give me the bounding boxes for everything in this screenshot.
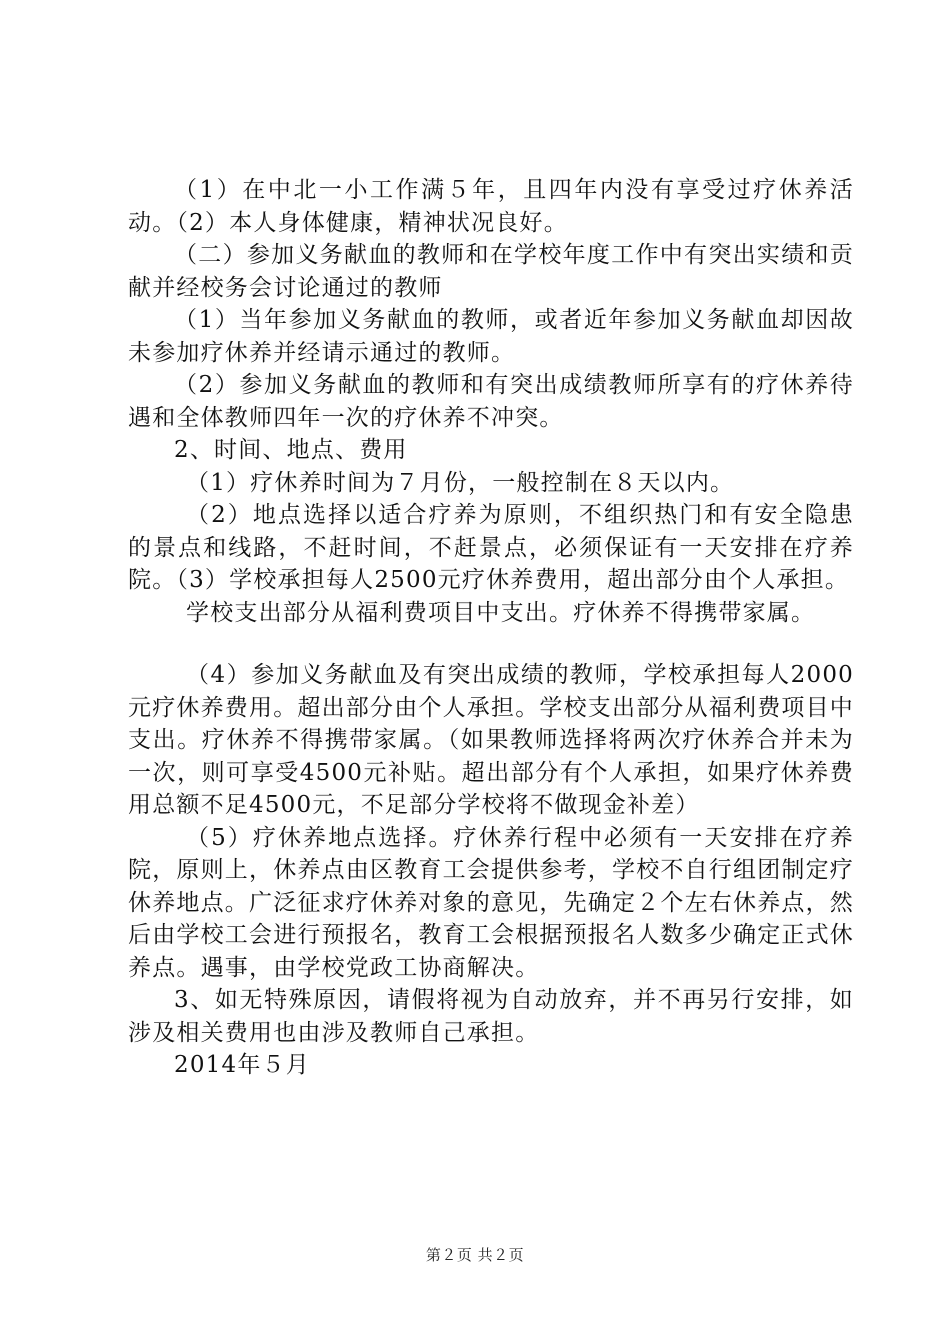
paragraph-time: （1）疗休养时间为７月份，一般控制在８天以内。 [186,469,735,496]
paragraph-blood-donation-1: （1）当年参加义务献血的教师，或者近年参加义务献血却因故未参加疗休养并经请示通过的教师。 [128,307,854,366]
paragraph-leave-policy: 3、如无特殊原因，请假将视为自动放弃，并不再另行安排，如涉及相关费用也由涉及教师自己承担。 [128,987,854,1046]
paragraph-expense-source: 学校支出部分从福利费项目中支出。疗休养不得携带家属。 [186,599,816,626]
paragraph-place-and-cost: （2）地点选择以适合疗养为原则，不组织热门和有安全隐患的景点和线路，不赶时间，不赶景点，必须保证有一天安排在疗养院。（3）学校承担每人2500元疗休养费用，超出部分由个人承担。 [128,502,854,593]
paragraph-section-two-heading: （二）参加义务献血的教师和在学校年度工作中有突出实绩和贡献并经校务会讨论通过的教师 [128,242,854,301]
paragraph-spacer [128,629,854,659]
paragraph-conditions-1-2: （1）在中北一小工作满５年，且四年内没有享受过疗休养活动。（2）本人身体健康，精神状况良好。 [128,177,854,236]
page-number-footer: 第２页 共２页 [425,1246,525,1264]
paragraph-time-place-cost-heading: 2、时间、地点、费用 [174,437,408,463]
paragraph-special-teachers-cost: （4）参加义务献血及有突出成绩的教师，学校承担每人2000元疗休养费用。超出部分由个人承担。学校支出部分从福利费项目中支出。疗休养不得携带家属。（如果教师选择将两次疗休养合并未为一次，则可享受4500元补贴。超出部分有个人承担，如果疗休养费用总额不足4500元，不足部分学校将不做现金补差） [128,662,854,818]
paragraph-blood-donation-2: （2）参加义务献血的教师和有突出成绩教师所享有的疗休养待遇和全体教师四年一次的疗休养不冲突。 [128,372,854,431]
document-date: 2014年５月 [174,1052,310,1078]
paragraph-location-selection: （5）疗休养地点选择。疗休养行程中必须有一天安排在疗养院，原则上，休养点由区教育工会提供参考，学校不自行组团制定疗休养地点。广泛征求疗休养对象的意见，先确定２个左右休养点，然后由学校工会进行预报名，教育工会根据预报名人数多少确定正式休养点。遇事，由学校党政工协商解决。 [128,824,854,981]
document-body [128,174,854,1082]
